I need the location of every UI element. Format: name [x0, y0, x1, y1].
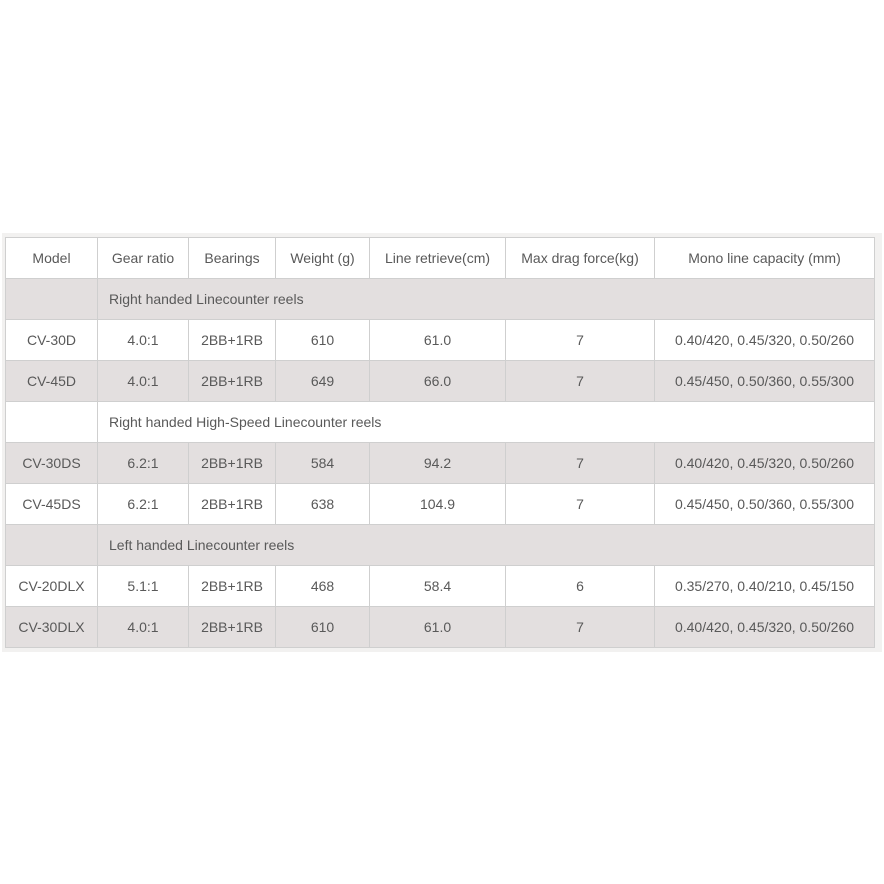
weight-cell: 610: [276, 607, 370, 648]
header-bearings: Bearings: [189, 238, 276, 279]
mono-capacity-cell: 0.45/450, 0.50/360, 0.55/300: [655, 484, 875, 525]
weight-cell: 468: [276, 566, 370, 607]
line-retrieve-cell: 104.9: [370, 484, 506, 525]
weight-cell: 638: [276, 484, 370, 525]
gear-ratio-cell: 6.2:1: [98, 443, 189, 484]
bearings-cell: 2BB+1RB: [189, 320, 276, 361]
section-row: [6, 525, 875, 566]
weight-cell: 649: [276, 361, 370, 402]
bearings-cell: 2BB+1RB: [189, 443, 276, 484]
header-max-drag: Max drag force(kg): [506, 238, 655, 279]
weight-cell: 584: [276, 443, 370, 484]
table-row: [6, 361, 875, 402]
bearings-cell: 2BB+1RB: [189, 484, 276, 525]
table-row: [6, 320, 875, 361]
header-gear-ratio: Gear ratio: [98, 238, 189, 279]
table-row: [6, 566, 875, 607]
header-weight: Weight (g): [276, 238, 370, 279]
mono-capacity-cell: 0.40/420, 0.45/320, 0.50/260: [655, 320, 875, 361]
section-spacer-cell: [6, 525, 98, 566]
header-row: [6, 238, 875, 279]
reel-spec-table: [5, 237, 875, 648]
model-cell: CV-30D: [6, 320, 98, 361]
line-retrieve-cell: 94.2: [370, 443, 506, 484]
section-row: [6, 279, 875, 320]
section-row: [6, 402, 875, 443]
table-row: [6, 443, 875, 484]
section-spacer-cell: [6, 279, 98, 320]
max-drag-cell: 7: [506, 320, 655, 361]
section-label: Left handed Linecounter reels: [98, 525, 875, 566]
table-body: [6, 279, 875, 648]
bearings-cell: 2BB+1RB: [189, 566, 276, 607]
model-cell: CV-45DS: [6, 484, 98, 525]
section-label: Right handed High-Speed Linecounter reels: [98, 402, 875, 443]
table-row: [6, 607, 875, 648]
model-cell: CV-20DLX: [6, 566, 98, 607]
section-spacer-cell: [6, 402, 98, 443]
bearings-cell: 2BB+1RB: [189, 361, 276, 402]
model-cell: CV-30DS: [6, 443, 98, 484]
line-retrieve-cell: 61.0: [370, 320, 506, 361]
section-label: Right handed Linecounter reels: [98, 279, 875, 320]
header-line-retrieve: Line retrieve(cm): [370, 238, 506, 279]
bearings-cell: 2BB+1RB: [189, 607, 276, 648]
gear-ratio-cell: 4.0:1: [98, 361, 189, 402]
max-drag-cell: 7: [506, 361, 655, 402]
weight-cell: 610: [276, 320, 370, 361]
mono-capacity-cell: 0.40/420, 0.45/320, 0.50/260: [655, 443, 875, 484]
model-cell: CV-30DLX: [6, 607, 98, 648]
line-retrieve-cell: 61.0: [370, 607, 506, 648]
header-mono-capacity: Mono line capacity (mm): [655, 238, 875, 279]
gear-ratio-cell: 6.2:1: [98, 484, 189, 525]
max-drag-cell: 6: [506, 566, 655, 607]
gear-ratio-cell: 4.0:1: [98, 607, 189, 648]
mono-capacity-cell: 0.45/450, 0.50/360, 0.55/300: [655, 361, 875, 402]
max-drag-cell: 7: [506, 443, 655, 484]
line-retrieve-cell: 58.4: [370, 566, 506, 607]
table-row: [6, 484, 875, 525]
header-model: Model: [6, 238, 98, 279]
gear-ratio-cell: 5.1:1: [98, 566, 189, 607]
mono-capacity-cell: 0.40/420, 0.45/320, 0.50/260: [655, 607, 875, 648]
gear-ratio-cell: 4.0:1: [98, 320, 189, 361]
line-retrieve-cell: 66.0: [370, 361, 506, 402]
max-drag-cell: 7: [506, 607, 655, 648]
model-cell: CV-45D: [6, 361, 98, 402]
max-drag-cell: 7: [506, 484, 655, 525]
mono-capacity-cell: 0.35/270, 0.40/210, 0.45/150: [655, 566, 875, 607]
